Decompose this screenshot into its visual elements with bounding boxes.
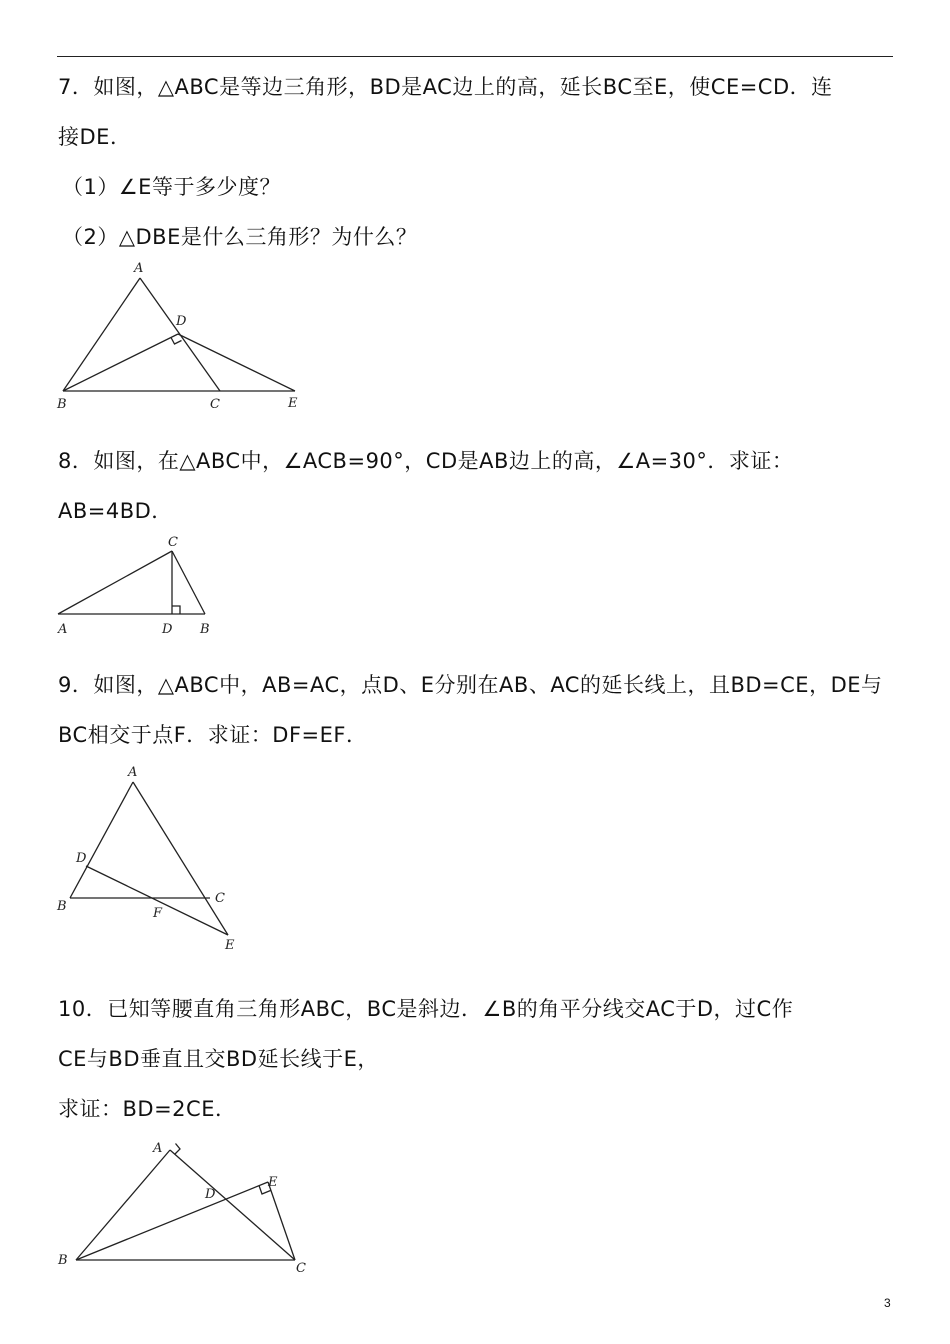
q9-label-a: A	[128, 765, 138, 780]
q7-label-b: B	[57, 397, 67, 412]
q7-label-c: C	[210, 397, 220, 412]
q10-line-1: 10．已知等腰直角三角形ABC，BC是斜边．∠B的角平分线交AC于D，过C作	[58, 997, 794, 1021]
q7-line-2: 接DE．	[58, 125, 132, 149]
q10-label-a: A	[153, 1141, 163, 1156]
q7-part-2: （2）△DBE是什么三角形？为什么？	[62, 225, 418, 249]
q9-label-d: D	[76, 851, 87, 866]
q7-label-d: D	[176, 314, 187, 329]
q8-label-c: C	[168, 535, 178, 550]
header-rule	[57, 56, 893, 57]
q10-line-3: 求证：BD=2CE．	[58, 1097, 237, 1121]
q7-figure	[50, 258, 320, 418]
q8-label-d: D	[162, 622, 173, 637]
q9-label-f: F	[153, 906, 163, 921]
q9-line-1: 9．如图，△ABC中，AB=AC，点D、E分别在AB、AC的延长线上，且BD=CE，DE与	[58, 673, 883, 697]
q9-figure	[50, 760, 260, 960]
q10-line-2: CE与BD垂直且交BD延长线于E，	[58, 1047, 379, 1071]
q10-label-c: C	[296, 1261, 306, 1276]
q7-line-1: 7．如图，△ABC是等边三角形，BD是AC边上的高，延长BC至E，使CE=CD．连	[58, 75, 833, 99]
q8-line-1: 8．如图，在△ABC中，∠ACB=90°，CD是AB边上的高，∠A=30°．求证：	[58, 449, 794, 473]
q10-label-d: D	[205, 1187, 216, 1202]
q10-figure	[50, 1130, 330, 1290]
q10-label-b: B	[58, 1253, 68, 1268]
q8-figure	[50, 530, 230, 640]
q7-part-1: （1）∠E等于多少度？	[62, 175, 281, 199]
q9-label-c: C	[215, 891, 225, 906]
q10-label-e: E	[268, 1175, 278, 1190]
q7-label-e: E	[288, 396, 298, 411]
q8-label-b: B	[200, 622, 210, 637]
q9-label-e: E	[225, 938, 235, 953]
q9-label-b: B	[57, 899, 67, 914]
q9-line-2: BC相交于点F．求证：DF=EF．	[58, 723, 368, 747]
q8-line-2: AB=4BD．	[58, 499, 173, 523]
q7-label-a: A	[134, 261, 144, 276]
page-number: 3	[884, 1296, 891, 1310]
q8-label-a: A	[58, 622, 68, 637]
